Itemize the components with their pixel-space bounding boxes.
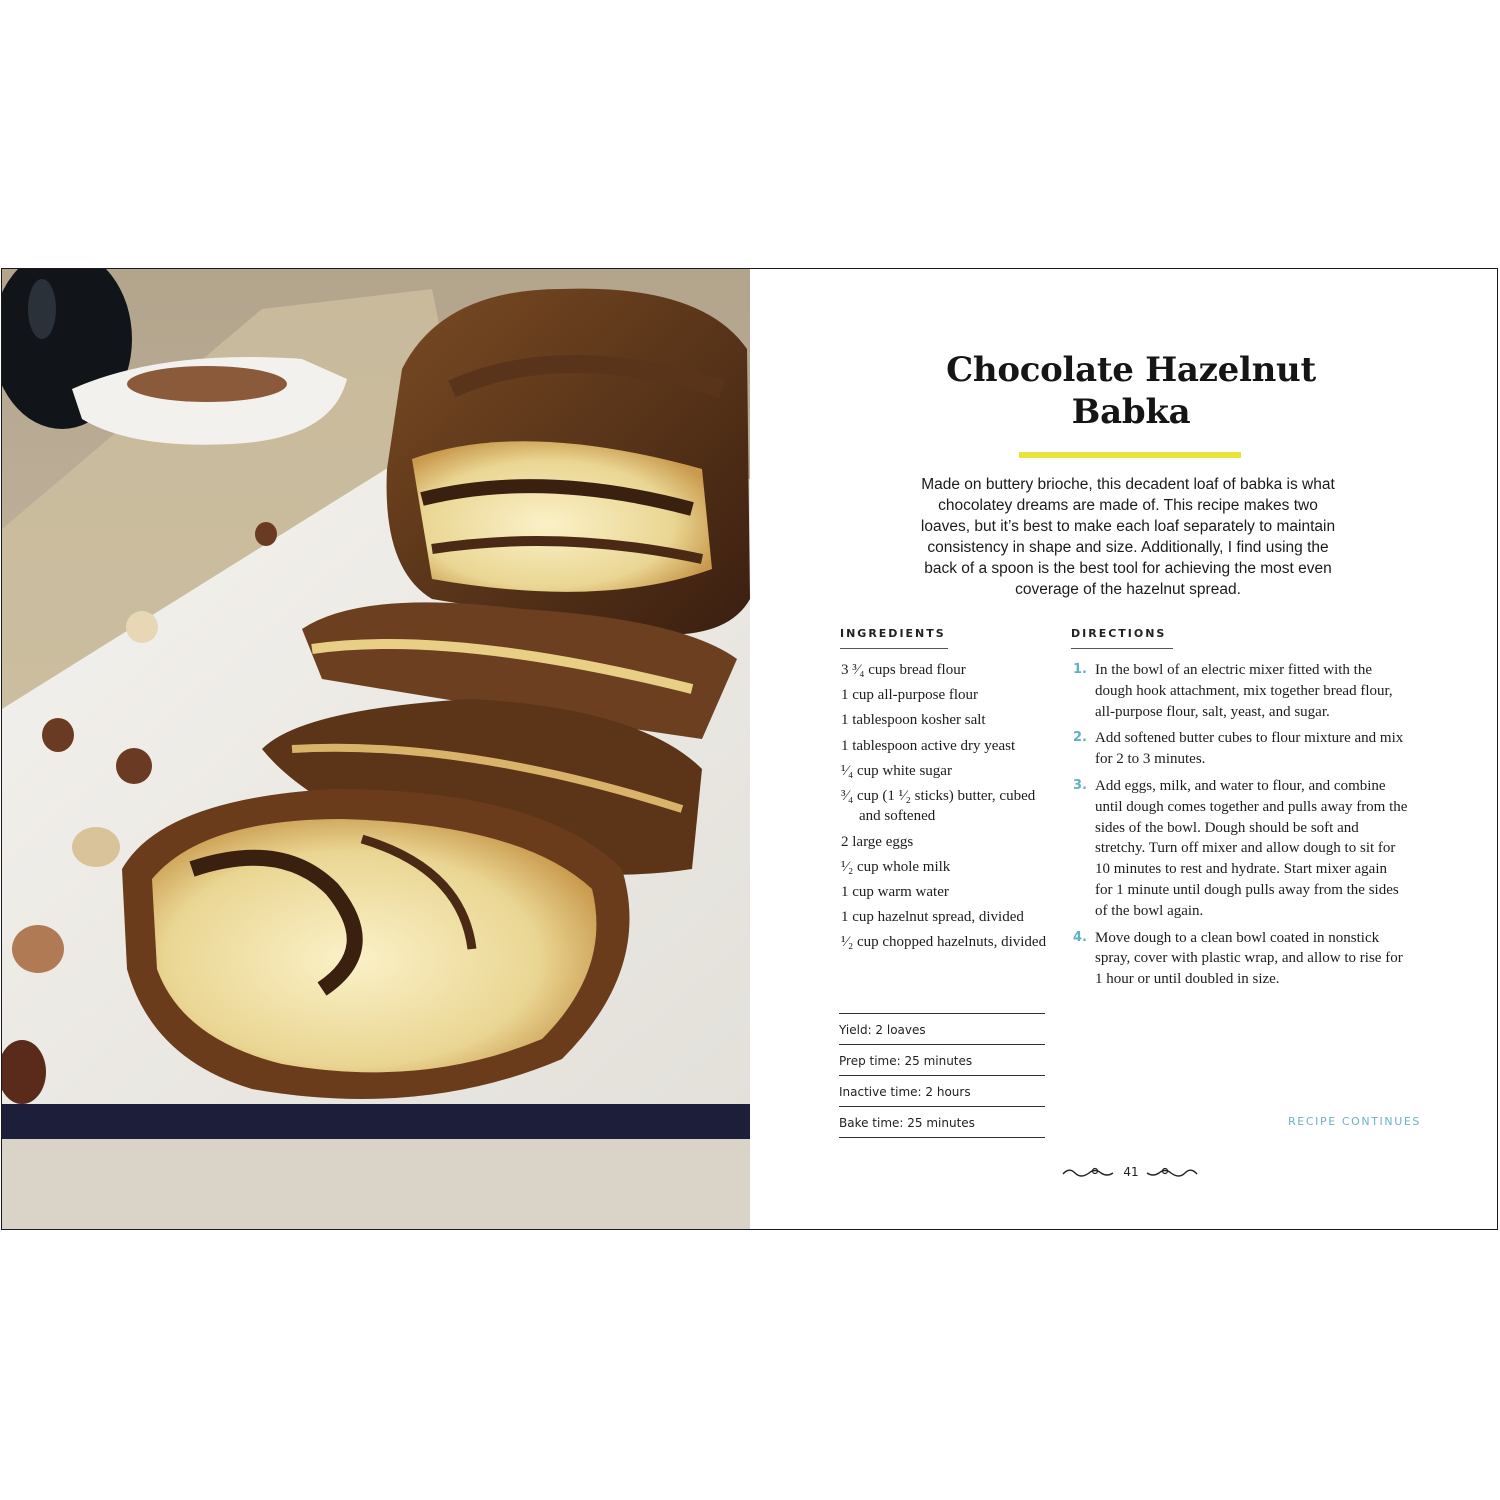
title-underline — [1019, 452, 1241, 458]
ingredients-heading: INGREDIENTS — [840, 627, 948, 649]
directions-heading: DIRECTIONS — [1071, 627, 1173, 649]
ingredient-item: 3 ³⁄₄ cups bread flour — [841, 662, 966, 678]
book-spread — [1, 268, 1498, 1230]
direction-step — [1073, 660, 1408, 722]
yield-info: Yield: 2 loaves — [839, 1014, 1045, 1045]
ingredient-item: 1 cup hazelnut spread, divided — [841, 909, 1024, 926]
ingredient-item: 1 tablespoon active dry yeast — [841, 737, 1016, 754]
step-text: Move dough to a clean bowl coated in nonstick spray, cover with plastic wrap, and allow to rise for 1 hour or until doubled in size. — [1095, 929, 1403, 988]
direction-step — [1073, 728, 1408, 770]
prep-time: Prep time: 25 minutes — [839, 1045, 1045, 1076]
step-number: 2. — [1073, 730, 1087, 746]
babka-photo — [2, 269, 750, 1229]
recipe-title — [881, 349, 1381, 433]
recipe-intro: Made on buttery brioche, this decadent loaf of babka is what chocolatey dreams are made of. This recipe makes two loaves, but it’s best to make each loaf separately to maintain consistency in shape and size. Additionally, I find using the back of a spoon is the best tool for achieving the most even coverage of the hazelnut spread. — [920, 476, 1336, 598]
ingredients-list — [841, 660, 1051, 958]
recipe-page — [751, 269, 1497, 1229]
step-number: 4. — [1073, 929, 1087, 945]
ingredient-item: 1 cup warm water — [841, 884, 949, 900]
step-text: Add eggs, milk, and water to flour, and combine until dough comes together and pulls away from the sides of the bowl. Dough should be soft and stretchy. Turn off mixer and allow dough to sit for 10 minutes to rest and hydrate. Start mixer again for 1 minute until dough pulls away from the sides of the bowl again. — [1095, 777, 1408, 919]
direction-step — [1073, 928, 1408, 990]
ingredient-item: ¹⁄₂ cup whole milk — [841, 858, 951, 875]
recipe-title-line1: Chocolate Hazelnut — [946, 350, 1316, 390]
flourish-left-icon — [1061, 1165, 1115, 1181]
step-number: 3. — [1073, 777, 1087, 793]
recipe-continues-label: RECIPE CONTINUES — [1288, 1115, 1421, 1128]
flourish-right-icon — [1145, 1165, 1199, 1181]
ingredient-item: ¹⁄₂ cup chopped hazelnuts, divided — [841, 934, 1047, 951]
babka-photo-illustration — [2, 269, 750, 1229]
inactive-time: Inactive time: 2 hours — [839, 1076, 1045, 1107]
direction-step — [1073, 776, 1408, 922]
bake-time: Bake time: 25 minutes — [839, 1107, 1045, 1138]
ingredient-item: ³⁄₄ cup (1 ¹⁄₂ sticks) butter, cubed and softened — [841, 787, 1036, 825]
page-folio — [1061, 1161, 1201, 1185]
page-number: 41 — [1123, 1165, 1139, 1179]
directions-list — [1073, 660, 1408, 996]
step-text: In the bowl of an electric mixer fitted with the dough hook attachment, mix together bread flour, all-purpose flour, salt, yeast, and sugar. — [1095, 662, 1393, 720]
step-text: Add softened butter cubes to flour mixture and mix for 2 to 3 minutes. — [1095, 730, 1404, 768]
step-number: 1. — [1073, 662, 1087, 677]
ingredient-item: 1 cup all-purpose flour — [841, 687, 979, 704]
ingredient-item: 2 large eggs — [841, 833, 914, 850]
recipe-meta-table — [839, 1013, 1045, 1138]
recipe-title-line2: Babka — [1071, 392, 1191, 432]
ingredient-item: ¹⁄₄ cup white sugar — [841, 762, 952, 779]
ingredient-item: 1 tablespoon kosher salt — [841, 712, 986, 729]
